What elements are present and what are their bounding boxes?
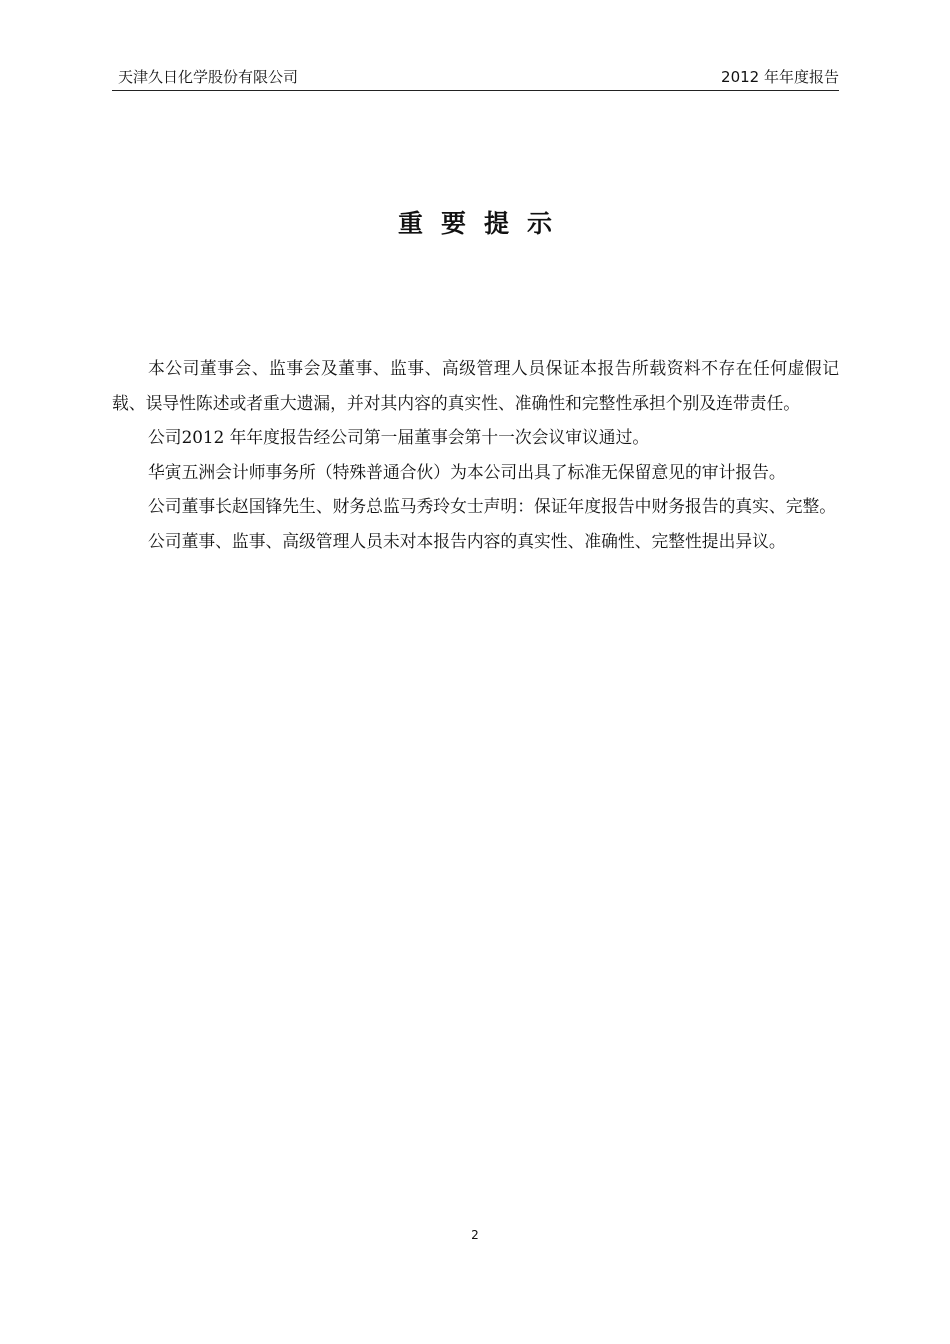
document-body bbox=[112, 351, 839, 558]
page-header bbox=[112, 64, 839, 91]
paragraph-no-objection: 公司董事、监事、高级管理人员未对本报告内容的真实性、准确性、完整性提出异议。 bbox=[148, 530, 786, 551]
paragraph-financial-declaration: 公司董事长赵国锋先生、财务总监马秀玲女士声明：保证年度报告中财务报告的真实、完整。 bbox=[148, 496, 837, 516]
page-number: 2 bbox=[471, 1228, 479, 1242]
page-title: 重要提示 bbox=[397, 209, 570, 238]
header-report-title: 2012 年年度报告 bbox=[721, 68, 839, 86]
paragraph-audit-opinion: 华寅五洲会计师事务所（特殊普通合伙）为本公司出具了标准无保留意见的审计报告。 bbox=[148, 461, 786, 482]
paragraph-responsibility-statement: 本公司董事会、监事会及董事、监事、高级管理人员保证本报告所载资料不存在任何虚假记载、误导性陈述或者重大遗漏，并对其内容的真实性、准确性和完整性承担个别及连带责任。 bbox=[112, 358, 839, 413]
header-company-name: 天津久日化学股份有限公司 bbox=[118, 68, 299, 86]
paragraph-board-approval: 公司2012 年年度报告经公司第一届董事会第十一次会议审议通过。 bbox=[148, 427, 650, 447]
